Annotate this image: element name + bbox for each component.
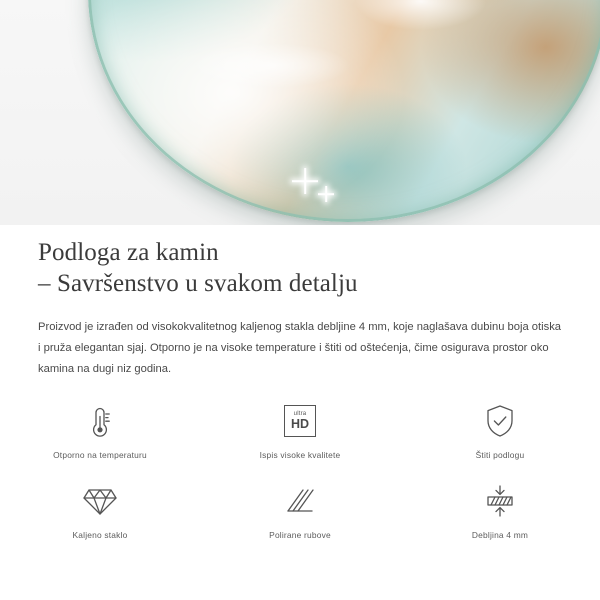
feature-item-protects-surface	[400, 400, 600, 472]
page-title	[0, 225, 600, 299]
feature-label: Otporno na temperaturu	[53, 450, 147, 460]
feature-label: Štiti podlogu	[475, 450, 525, 460]
headline-line-2: – Savršenstvo u svakom detalju	[38, 270, 358, 297]
polished-edges-icon	[282, 480, 318, 522]
feature-label: Ispis visoke kvalitete	[259, 450, 341, 460]
thickness-arrows-icon	[482, 480, 518, 522]
product-description: Proizvod je izrađen od visokokvalitetnog kaljenog stakla debljine 4 mm, koje naglašava dubinu boja otiska i pruža elegantan sjaj. Otporno je na visoke temperature i štiti od oštećenja, čime osigurava prostor oko kamina na dugi niz godina.	[38, 321, 562, 375]
thermometer-icon	[83, 400, 117, 442]
diamond-icon	[81, 480, 119, 522]
feature-grid	[0, 400, 600, 552]
feature-label: Polirane rubove	[269, 530, 331, 540]
feature-label: Debljina 4 mm	[471, 530, 529, 540]
feature-label: Kaljeno staklo	[72, 530, 128, 540]
ultra-label: ultra	[293, 411, 307, 418]
feature-item-temperature	[0, 400, 200, 472]
hero-image	[0, 0, 600, 225]
feature-item-tempered-glass	[0, 480, 200, 552]
feature-item-print-quality	[200, 400, 400, 472]
hd-label: HD	[290, 417, 310, 432]
feature-item-polished-edges	[200, 480, 400, 552]
ultra-hd-icon	[284, 400, 316, 442]
text-content	[0, 225, 600, 380]
headline-line-1: Podloga za kamin	[38, 239, 219, 266]
feature-item-thickness	[400, 480, 600, 552]
shield-check-icon	[482, 400, 518, 442]
glass-disc-product	[88, 0, 600, 222]
